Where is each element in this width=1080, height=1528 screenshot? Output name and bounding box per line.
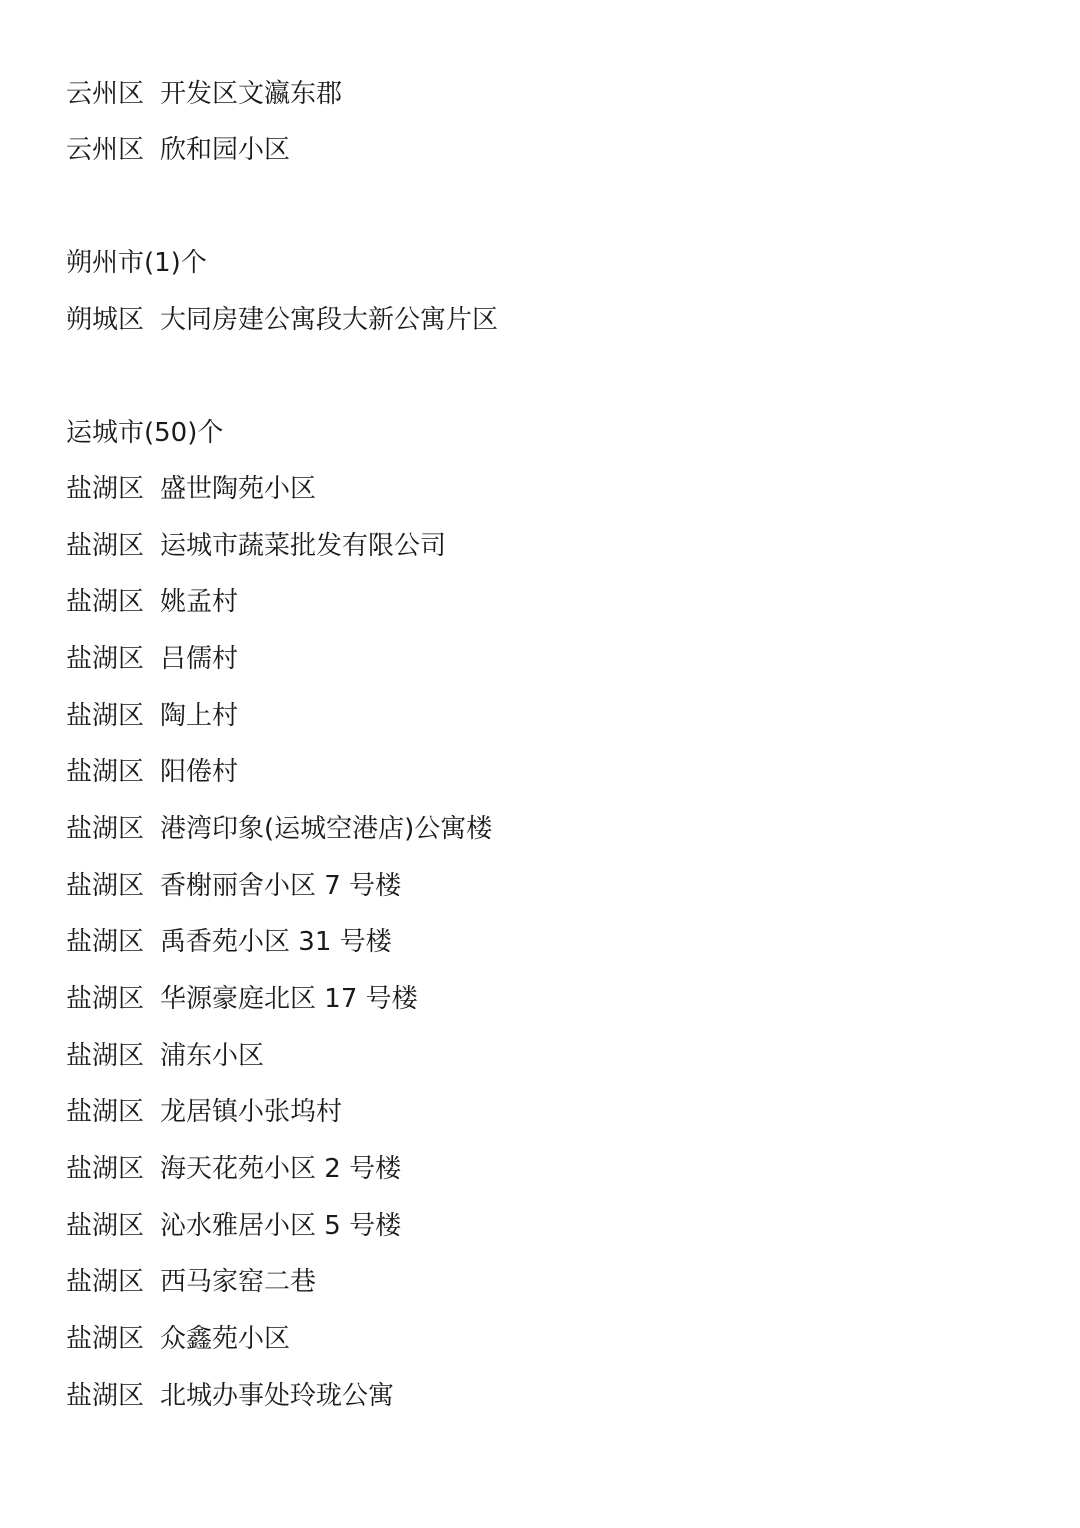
place-name: 众鑫苑小区 — [160, 1324, 291, 1354]
district-name: 盐湖区 — [66, 927, 145, 957]
place-name: 海天花苑小区 2 号楼 — [160, 1154, 402, 1184]
place-name: 沁水雅居小区 5 号楼 — [160, 1211, 402, 1241]
place-name: 龙居镇小张坞村 — [160, 1097, 343, 1127]
section-heading-yuncheng: 运城市(50)个 — [66, 418, 224, 448]
list-item — [66, 809, 492, 849]
list-item — [66, 752, 238, 792]
place-name: 姚孟村 — [160, 587, 239, 617]
district-name: 盐湖区 — [66, 644, 145, 674]
district-name: 朔城区 — [66, 305, 145, 335]
district-name: 盐湖区 — [66, 531, 145, 561]
list-item — [66, 1036, 264, 1076]
district-name: 盐湖区 — [66, 701, 145, 731]
list-item — [66, 74, 342, 114]
district-name: 盐湖区 — [66, 1324, 145, 1354]
list-item — [66, 639, 238, 679]
list-item — [66, 130, 290, 170]
place-name: 港湾印象(运城空港店)公寓楼 — [160, 814, 493, 844]
district-name: 盐湖区 — [66, 1381, 145, 1411]
list-item — [66, 526, 446, 566]
district-name: 盐湖区 — [66, 757, 145, 787]
place-name: 禹香苑小区 31 号楼 — [160, 927, 392, 957]
place-name: 香榭丽舍小区 7 号楼 — [160, 871, 402, 901]
place-name: 阳倦村 — [160, 757, 239, 787]
list-item — [66, 1319, 290, 1359]
district-name: 盐湖区 — [66, 1211, 145, 1241]
list-item — [66, 582, 238, 622]
list-item — [66, 1262, 316, 1302]
district-name: 盐湖区 — [66, 814, 145, 844]
list-item — [66, 469, 316, 509]
district-name: 盐湖区 — [66, 1097, 145, 1127]
place-name: 北城办事处玲珑公寓 — [160, 1381, 395, 1411]
list-item — [66, 696, 238, 736]
place-name: 盛世陶苑小区 — [160, 474, 317, 504]
district-name: 云州区 — [66, 135, 145, 165]
place-name: 吕儒村 — [160, 644, 239, 674]
district-name: 云州区 — [66, 79, 145, 109]
section-heading-shuozhou: 朔州市(1)个 — [66, 248, 207, 278]
place-name: 浦东小区 — [160, 1041, 265, 1071]
list-item — [66, 1149, 401, 1189]
district-name: 盐湖区 — [66, 984, 145, 1014]
district-name: 盐湖区 — [66, 1154, 145, 1184]
list-item — [66, 922, 392, 962]
district-name: 盐湖区 — [66, 474, 145, 504]
list-item — [66, 979, 418, 1019]
district-name: 盐湖区 — [66, 1267, 145, 1297]
place-name: 陶上村 — [160, 701, 239, 731]
district-name: 盐湖区 — [66, 871, 145, 901]
place-name: 欣和园小区 — [160, 135, 291, 165]
place-name: 西马家窑二巷 — [160, 1267, 317, 1297]
district-name: 盐湖区 — [66, 587, 145, 617]
place-name: 开发区文瀛东郡 — [160, 79, 343, 109]
list-item — [66, 866, 401, 906]
place-name: 华源豪庭北区 17 号楼 — [160, 984, 418, 1014]
list-item — [66, 300, 498, 340]
list-item — [66, 1376, 394, 1416]
list-item — [66, 1092, 342, 1132]
list-item — [66, 1206, 401, 1246]
place-name: 大同房建公寓段大新公寓片区 — [160, 305, 499, 335]
place-name: 运城市蔬菜批发有限公司 — [160, 531, 447, 561]
district-name: 盐湖区 — [66, 1041, 145, 1071]
